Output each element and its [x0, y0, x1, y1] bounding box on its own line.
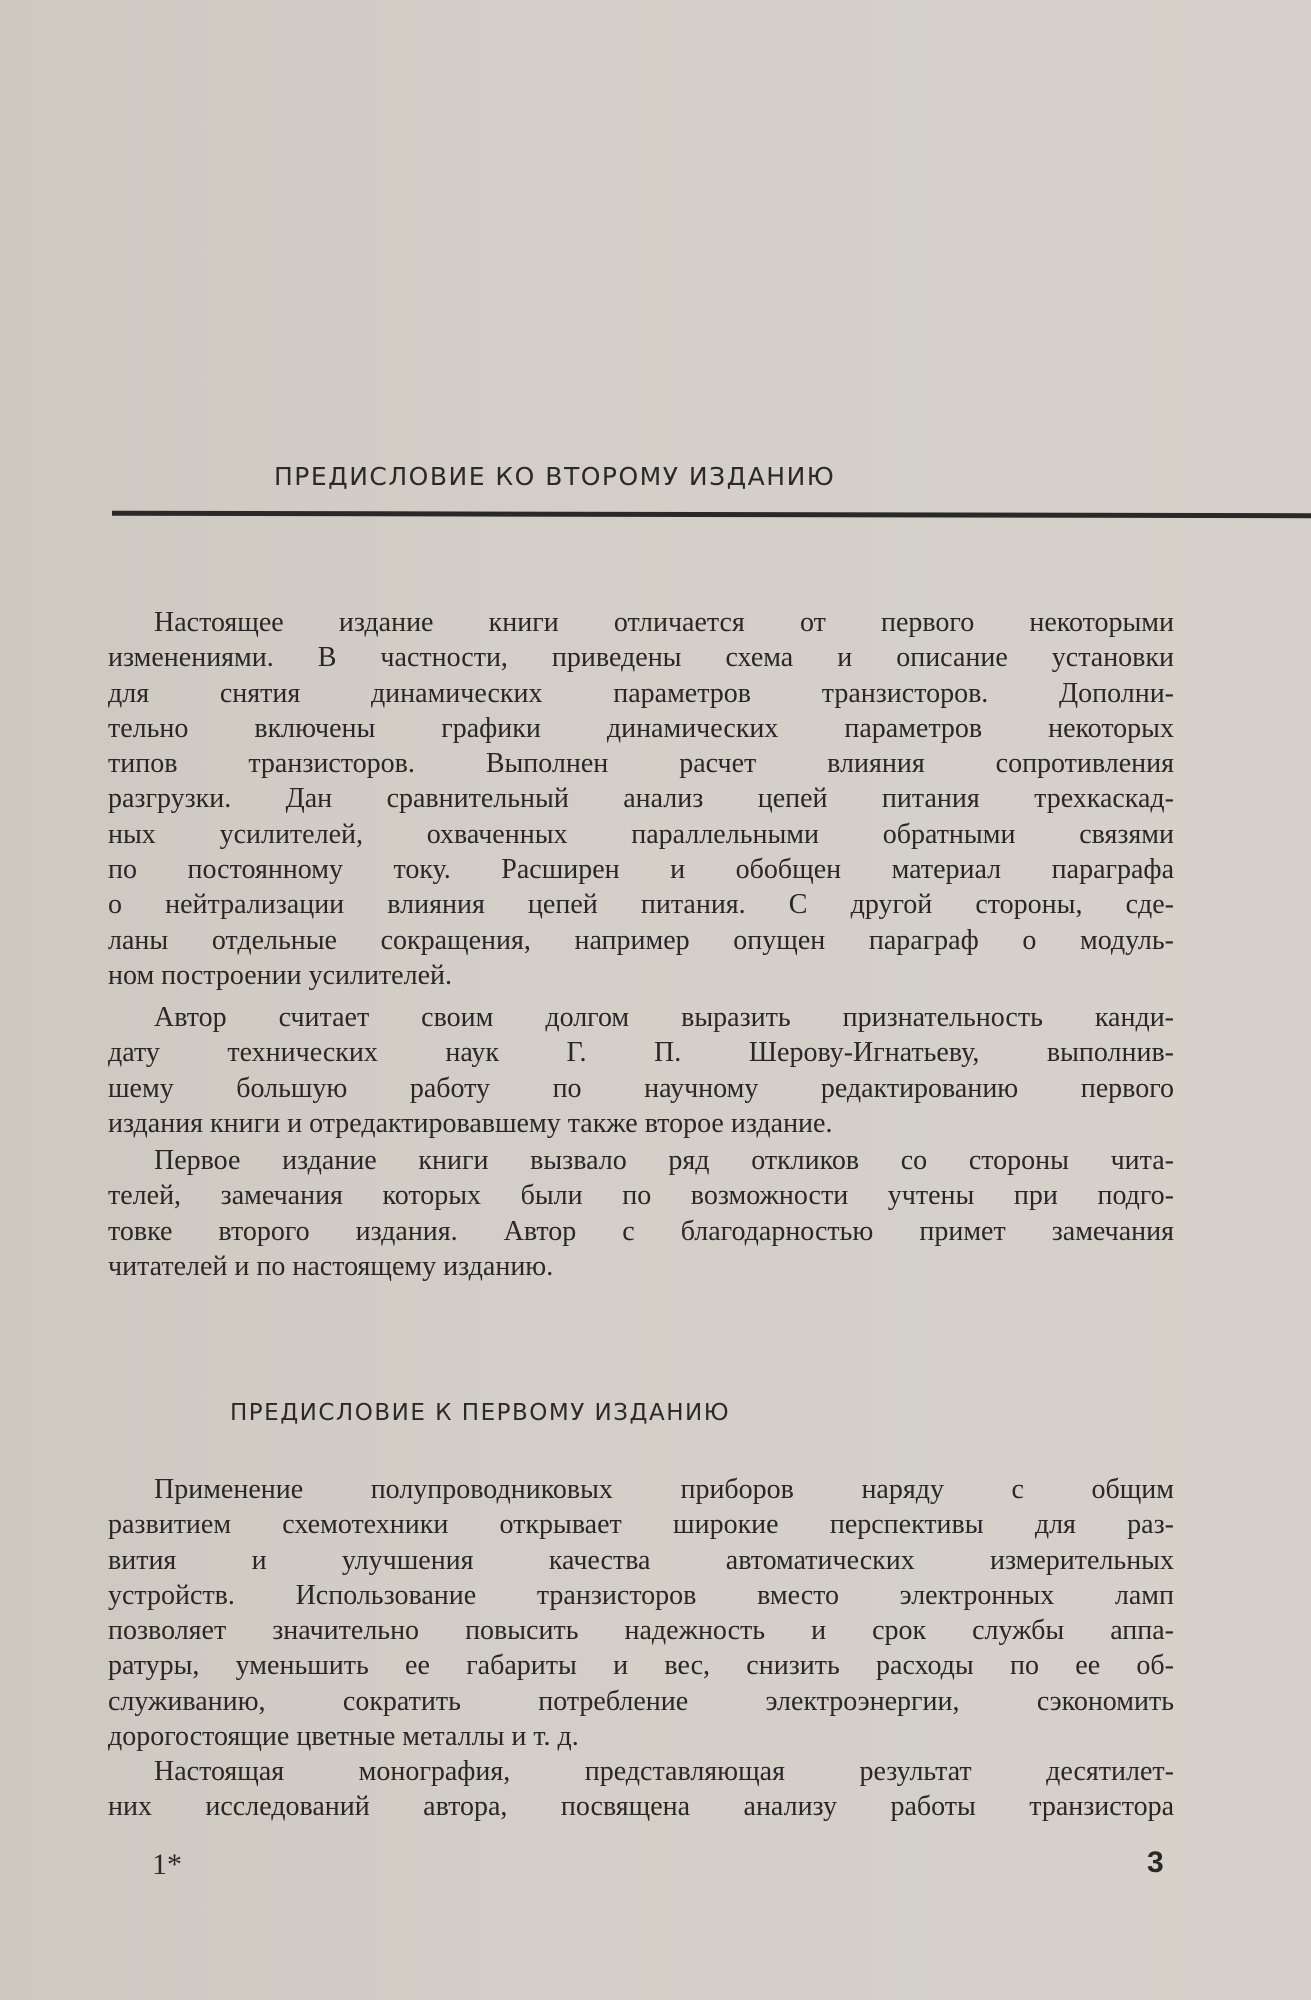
text-line: телей, замечания которых были по возможности учтены при подго-: [108, 1180, 1174, 1212]
text-line: Применение полупроводниковых приборов наряду с общим: [154, 1474, 1174, 1505]
text-line: шему большую работу по научному редактированию первого: [108, 1072, 1174, 1104]
page-number: 3: [1147, 1846, 1164, 1879]
text-line: для снятия динамических параметров транзисторов. Дополни-: [108, 677, 1174, 709]
text-line: по постоянному току. Расширен и обобщен материал параграфа: [108, 854, 1174, 886]
text-line: изменениями. В частности, приведены схема и описание установки: [108, 642, 1174, 674]
text-line: дату технических наук Г. П. Шерову-Игнатьеву, выполнив-: [108, 1037, 1174, 1069]
text-line: издания книги и отредактировавшему также второе издание.: [108, 1107, 833, 1139]
text-line: разгрузки. Дан сравнительный анализ цепей питания трехкаскад-: [108, 783, 1174, 815]
text-line: Автор считает своим долгом выразить признательность канди-: [154, 1002, 1174, 1033]
text-line: позволяет значительно повысить надежность и срок службы аппа-: [108, 1615, 1174, 1647]
text-line: ратуры, уменьшить ее габариты и вес, снизить расходы по ее об-: [108, 1650, 1174, 1682]
paragraph: [108, 1472, 1174, 1754]
text-line: Первое издание книги вызвало ряд откликов со стороны чита-: [154, 1145, 1174, 1176]
text-line: устройств. Использование транзисторов вместо электронных ламп: [108, 1579, 1174, 1611]
paragraph: [108, 605, 1174, 993]
text-line: тельно включены графики динамических параметров некоторых: [108, 712, 1174, 744]
text-line: дорогостоящие цветные металлы и т. д.: [108, 1721, 579, 1753]
text-line: товке второго издания. Автор с благодарностью примет замечания: [108, 1215, 1174, 1247]
text-line: о нейтрализации влияния цепей питания. С другой стороны, сде-: [108, 889, 1174, 921]
signature-mark: 1*: [152, 1848, 182, 1881]
paragraph: [108, 1754, 1174, 1825]
text-line: ланы отдельные сокращения, например опущен параграф о модуль-: [108, 924, 1174, 956]
section-heading-second-edition: ПРЕДИСЛОВИЕ КО ВТОРОМУ ИЗДАНИЮ: [274, 462, 836, 491]
text-line: ном построении усилителей.: [108, 959, 452, 991]
heading-rule: [112, 511, 1311, 519]
paragraph: [108, 1143, 1174, 1284]
section-heading-first-edition: ПРЕДИСЛОВИЕ К ПЕРВОМУ ИЗДАНИЮ: [230, 1400, 731, 1426]
text-line: читателей и по настоящему изданию.: [108, 1250, 554, 1282]
paragraph: [108, 1000, 1174, 1141]
text-line: них исследований автора, посвящена анализу работы транзистора: [108, 1791, 1174, 1823]
text-line: вития и улучшения качества автоматических измерительных: [108, 1544, 1174, 1576]
text-line: ных усилителей, охваченных параллельными обратными связями: [108, 818, 1174, 850]
text-line: Настоящее издание книги отличается от первого некоторыми: [154, 607, 1174, 638]
text-line: служиванию, сократить потребление электроэнергии, сэкономить: [108, 1685, 1174, 1717]
text-line: Настоящая монография, представляющая результат десятилет-: [154, 1756, 1174, 1787]
text-line: развитием схемотехники открывает широкие перспективы для раз-: [108, 1509, 1174, 1541]
text-line: типов транзисторов. Выполнен расчет влияния сопротивления: [108, 748, 1174, 780]
